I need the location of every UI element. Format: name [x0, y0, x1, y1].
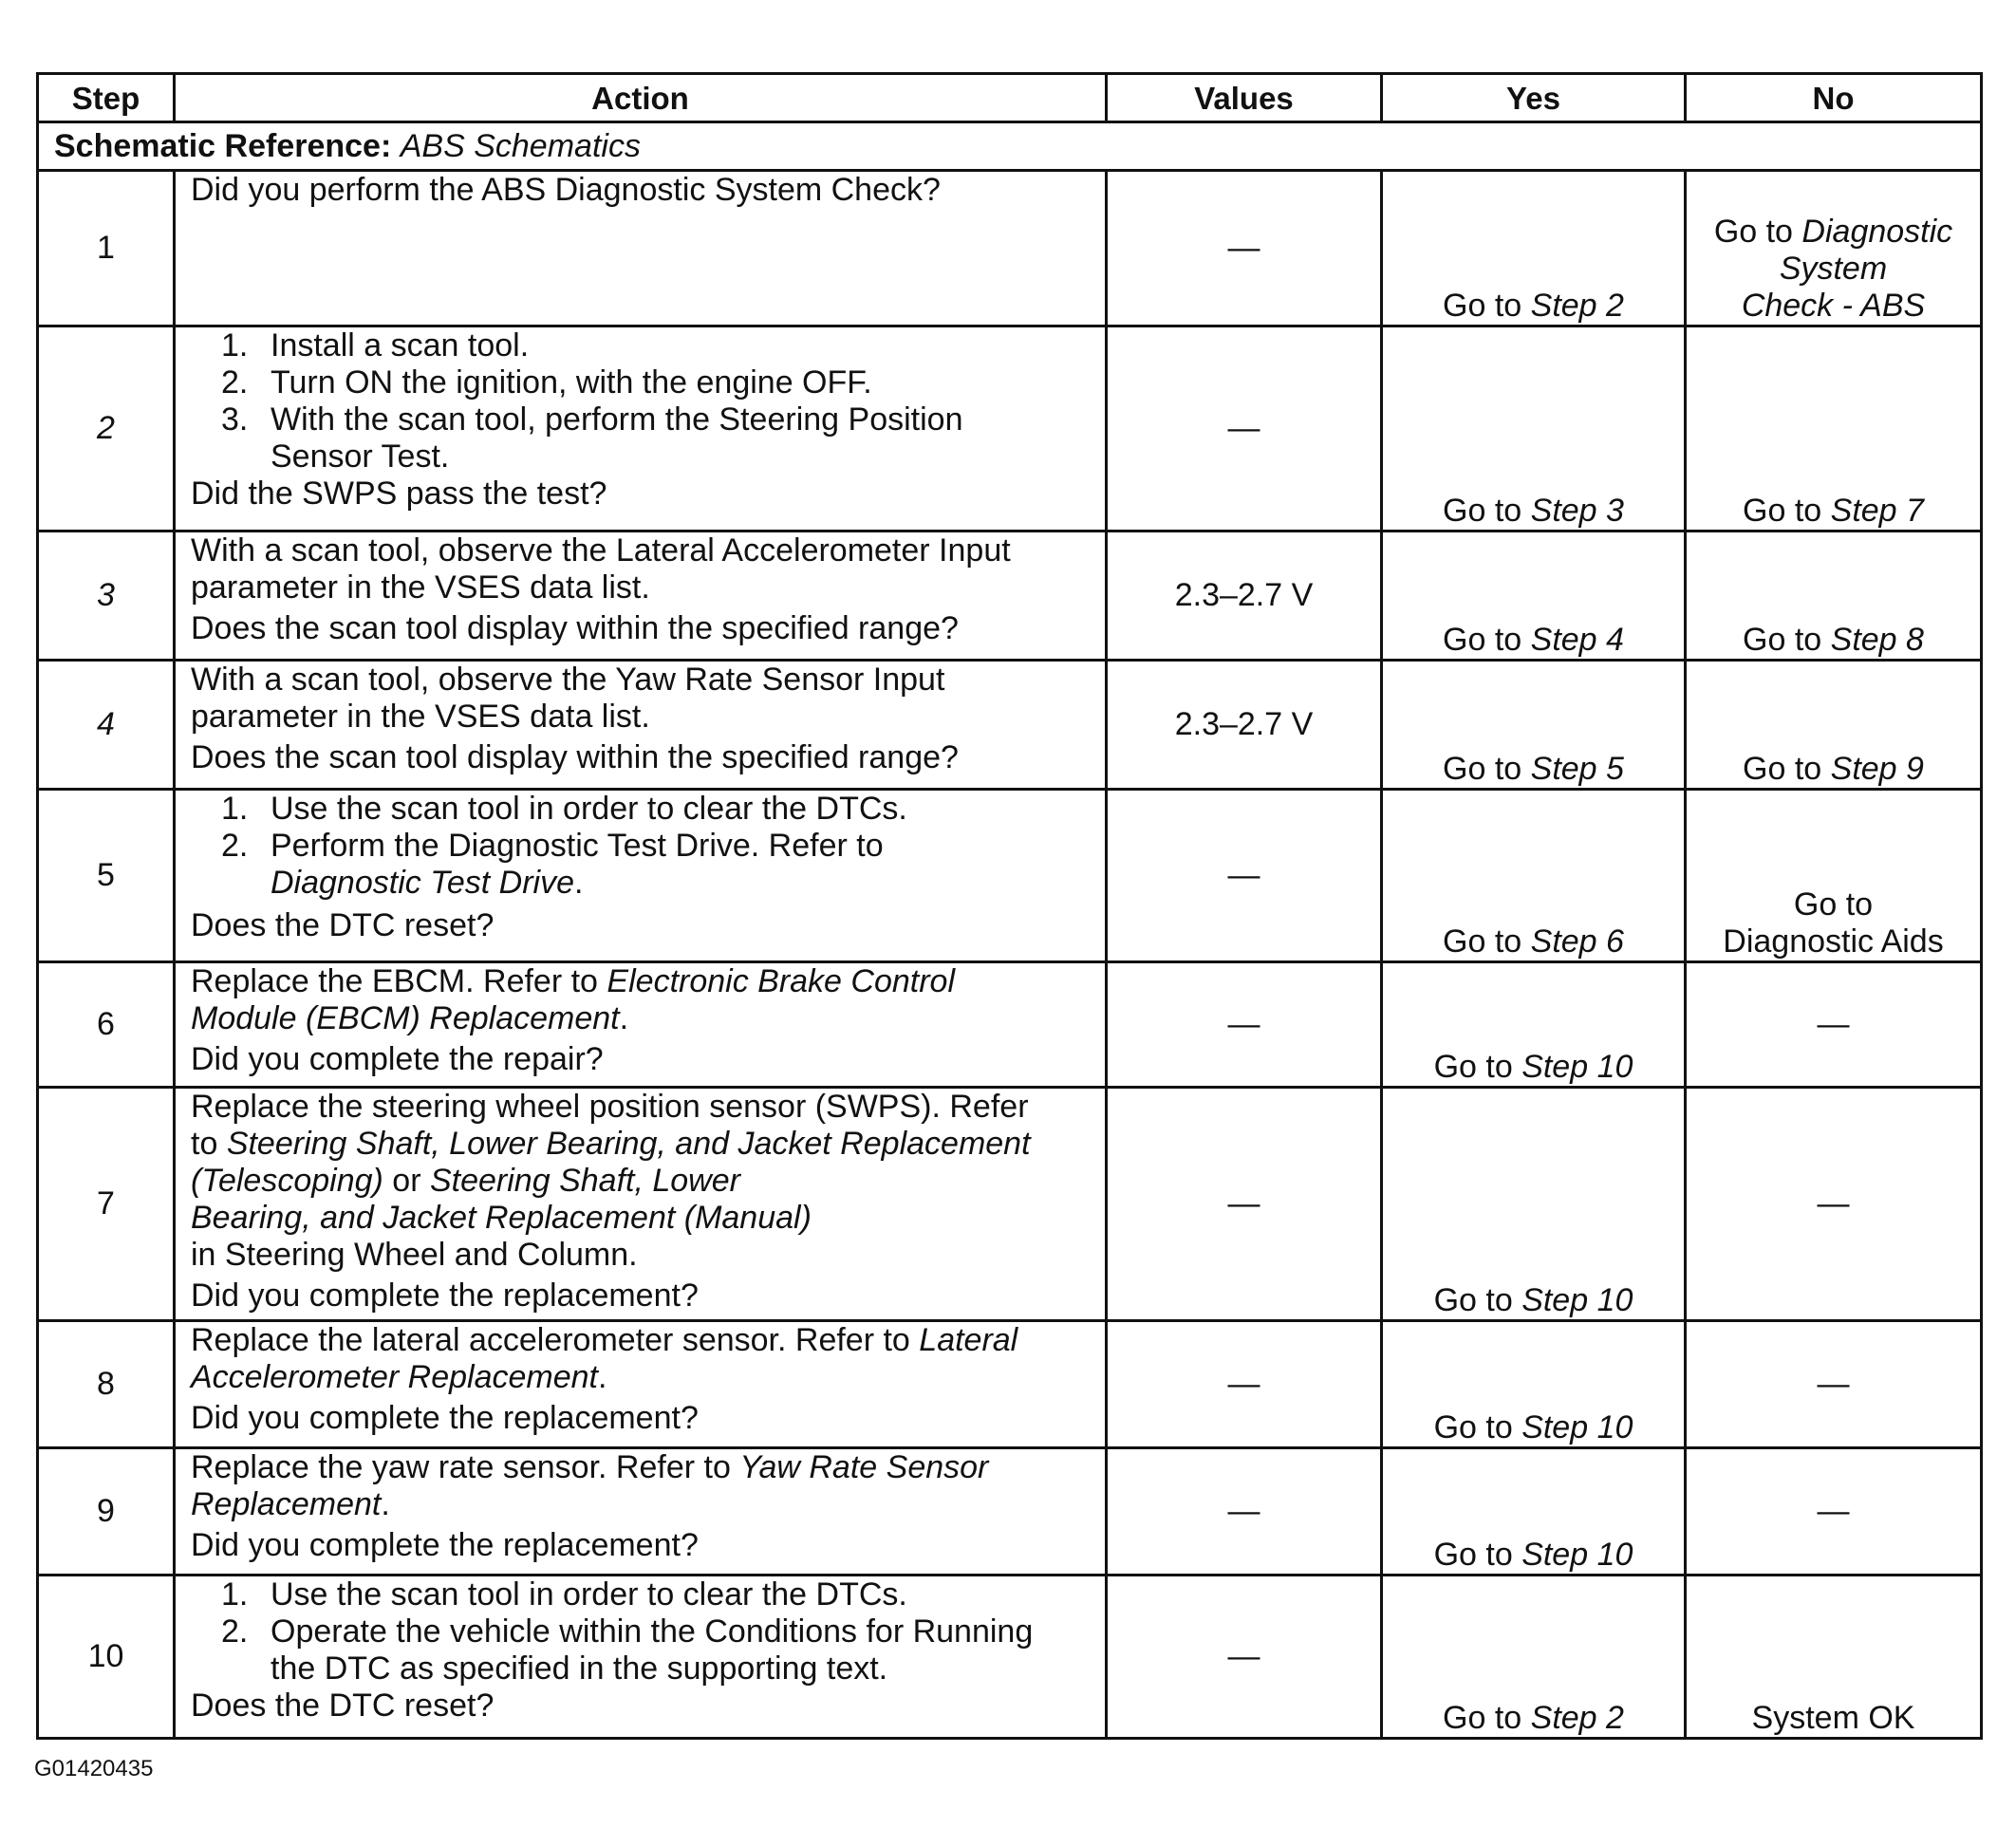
step-number: 7 [38, 1088, 175, 1321]
no-cell: Go to Step 9 [1686, 661, 1982, 790]
action-cell [175, 790, 1107, 962]
yes-link[interactable]: Step 10 [1521, 1409, 1633, 1445]
table-row [38, 531, 1982, 661]
reference-link[interactable]: Lateral [919, 1322, 1018, 1358]
action-question: Did you complete the repair? [191, 1041, 604, 1077]
values-cell: — [1107, 326, 1382, 531]
yes-cell: Go to Step 4 [1382, 531, 1686, 661]
schematic-reference-row [38, 122, 1982, 171]
schematic-reference-label: Schematic Reference: [54, 127, 392, 164]
header-values: Values [1107, 74, 1382, 122]
values-cell: — [1107, 962, 1382, 1088]
yes-link[interactable]: Step 4 [1530, 622, 1624, 658]
action-cell [175, 326, 1107, 531]
step-number: 1 [38, 171, 175, 326]
action-question: Did you complete the replacement? [191, 1400, 699, 1436]
reference-link[interactable]: Replacement [191, 1486, 382, 1522]
no-cell: — [1686, 1088, 1982, 1321]
yes-link[interactable]: Step 6 [1530, 923, 1624, 960]
action-text: With a scan tool, observe the Lateral Accelerometer Input [191, 532, 1011, 569]
table-row [38, 171, 1982, 326]
values-cell: — [1107, 1088, 1382, 1321]
reference-link[interactable]: Steering Shaft, Lower [429, 1163, 740, 1199]
action-cell [175, 1576, 1107, 1739]
no-cell: Go to Step 8 [1686, 531, 1982, 661]
reference-link[interactable]: (Telescoping) [191, 1163, 383, 1199]
step-number: 8 [38, 1321, 175, 1448]
schematic-reference [38, 122, 1982, 171]
yes-link[interactable]: Step 10 [1521, 1537, 1633, 1573]
header-row [38, 74, 1982, 122]
action-text: parameter in the VSES data list. [191, 699, 650, 735]
no-link[interactable]: Step 8 [1830, 622, 1924, 658]
reference-link[interactable]: Electronic Brake Control [607, 963, 956, 999]
substep-list [191, 791, 1090, 902]
values-cell: — [1107, 171, 1382, 326]
values-cell: — [1107, 790, 1382, 962]
action-cell: Replace the steering wheel position sensor (SWPS). Refer to Steering Shaft, Lower Bearing, and Jacket Replacement (Telescoping) or Steering Shaft, Lower Bearing, and Jacket Replacement (Manual) in Steering Wheel and Column. Did you complete the replacement? [175, 1088, 1107, 1321]
no-link[interactable]: Step 9 [1830, 751, 1924, 787]
list-item: 1. Use the scan tool in order to clear the DTCs. [221, 1576, 907, 1613]
table-row [38, 1088, 1982, 1321]
header-step: Step [38, 74, 175, 122]
reference-link[interactable]: Yaw Rate Sensor [739, 1449, 989, 1485]
no-link[interactable]: Diagnostic Aids [1723, 923, 1944, 960]
reference-link[interactable]: Module (EBCM) Replacement [191, 1000, 620, 1036]
step-number: 6 [38, 962, 175, 1088]
action-text: With a scan tool, observe the Yaw Rate Sensor Input [191, 662, 945, 698]
action-text: parameter in the VSES data list. [191, 569, 650, 606]
table-row [38, 1576, 1982, 1739]
values-cell: — [1107, 1321, 1382, 1448]
action-question: Does the scan tool display within the specified range? [191, 739, 959, 775]
no-cell: Go to Diagnostic Aids [1686, 790, 1982, 962]
list-item: 3. With the scan tool, perform the Steering Position Sensor Test. [221, 401, 963, 475]
action-question: Does the scan tool display within the specified range? [191, 610, 959, 646]
header-action: Action [175, 74, 1107, 122]
step-number: 4 [38, 661, 175, 790]
action-cell: Replace the EBCM. Refer to Electronic Brake Control Module (EBCM) Replacement. Did you complete the repair? [175, 962, 1107, 1088]
yes-cell [1382, 171, 1686, 326]
table-row [38, 326, 1982, 531]
no-link[interactable]: Step 7 [1830, 493, 1924, 529]
no-cell: — [1686, 962, 1982, 1088]
action-question: Does the DTC reset? [191, 907, 495, 943]
no-link-line3[interactable]: Check - ABS [1741, 288, 1926, 324]
yes-link[interactable]: Step 2 [1530, 1700, 1624, 1736]
yes-cell: Go to Step 10 [1382, 1321, 1686, 1448]
action-question: Does the DTC reset? [191, 1688, 495, 1724]
action-cell: Replace the yaw rate sensor. Refer to Yaw Rate Sensor Replacement. Did you complete the replacement? [175, 1448, 1107, 1576]
schematic-reference-link[interactable]: ABS Schematics [400, 127, 641, 164]
step-number: 9 [38, 1448, 175, 1576]
yes-link[interactable]: Step 3 [1530, 493, 1624, 529]
header-no: No [1686, 74, 1982, 122]
figure-code: G01420435 [34, 1756, 154, 1781]
yes-link[interactable]: Step 10 [1521, 1282, 1633, 1318]
values-cell: 2.3–2.7 V [1107, 661, 1382, 790]
step-number: 2 [38, 326, 175, 531]
action-cell: Replace the lateral accelerometer sensor. Refer to Lateral Accelerometer Replacement. Did you complete the replacement? [175, 1321, 1107, 1448]
yes-cell: Go to Step 10 [1382, 1448, 1686, 1576]
substep-list [191, 1576, 1090, 1688]
reference-link[interactable]: Accelerometer Replacement [191, 1359, 598, 1395]
yes-cell: Go to Step 3 [1382, 326, 1686, 531]
action-cell [175, 661, 1107, 790]
reference-link[interactable]: Steering Shaft, Lower Bearing, and Jacket Replacement [226, 1126, 1031, 1162]
step-number: 10 [38, 1576, 175, 1739]
yes-link[interactable]: Step 10 [1521, 1049, 1633, 1085]
action-cell [175, 531, 1107, 661]
yes-cell: Go to Step 6 [1382, 790, 1686, 962]
no-prefix: Go to [1713, 214, 1802, 250]
substep-list [191, 327, 1090, 475]
table-row [38, 1321, 1982, 1448]
table-row [38, 790, 1982, 962]
yes-link[interactable]: Step 2 [1530, 288, 1624, 324]
step-number: 5 [38, 790, 175, 962]
list-item: 2. Perform the Diagnostic Test Drive. Refer to Diagnostic Test Drive. [221, 828, 884, 901]
yes-cell: Go to Step 10 [1382, 1088, 1686, 1321]
header-yes: Yes [1382, 74, 1686, 122]
reference-link[interactable]: Bearing, and Jacket Replacement (Manual) [191, 1200, 812, 1236]
yes-cell: Go to Step 2 [1382, 1576, 1686, 1739]
list-item: 1. Install a scan tool. [221, 327, 530, 364]
action-question: Did you complete the replacement? [191, 1277, 699, 1314]
values-cell: 2.3–2.7 V [1107, 531, 1382, 661]
reference-link[interactable]: Diagnostic Test Drive [271, 865, 574, 901]
yes-link[interactable]: Step 5 [1530, 751, 1624, 787]
action-question: Did the SWPS pass the test? [191, 475, 607, 512]
diagnostic-table [36, 72, 1983, 1740]
table-row [38, 661, 1982, 790]
values-cell: — [1107, 1576, 1382, 1739]
values-cell: — [1107, 1448, 1382, 1576]
no-link-line1[interactable]: Diagnostic [1801, 214, 1953, 250]
no-cell: System OK [1686, 1576, 1982, 1739]
no-cell [1686, 171, 1982, 326]
no-cell: Go to Step 7 [1686, 326, 1982, 531]
action-text: Did you perform the ABS Diagnostic System Check? [191, 172, 941, 208]
no-link-line2[interactable]: System [1779, 251, 1888, 287]
yes-cell: Go to Step 5 [1382, 661, 1686, 790]
list-item: 2. Operate the vehicle within the Conditions for Running the DTC as specified in the supporting text. [221, 1613, 1034, 1687]
action-cell [175, 171, 1107, 326]
list-item: 2. Turn ON the ignition, with the engine OFF. [221, 364, 872, 401]
table-row [38, 962, 1982, 1088]
action-question: Did you complete the replacement? [191, 1527, 699, 1563]
list-item: 1. Use the scan tool in order to clear the DTCs. [221, 791, 907, 827]
yes-prefix: Go to [1443, 288, 1531, 324]
no-cell: — [1686, 1448, 1982, 1576]
no-cell: — [1686, 1321, 1982, 1448]
yes-cell: Go to Step 10 [1382, 962, 1686, 1088]
step-number: 3 [38, 531, 175, 661]
table-row [38, 1448, 1982, 1576]
